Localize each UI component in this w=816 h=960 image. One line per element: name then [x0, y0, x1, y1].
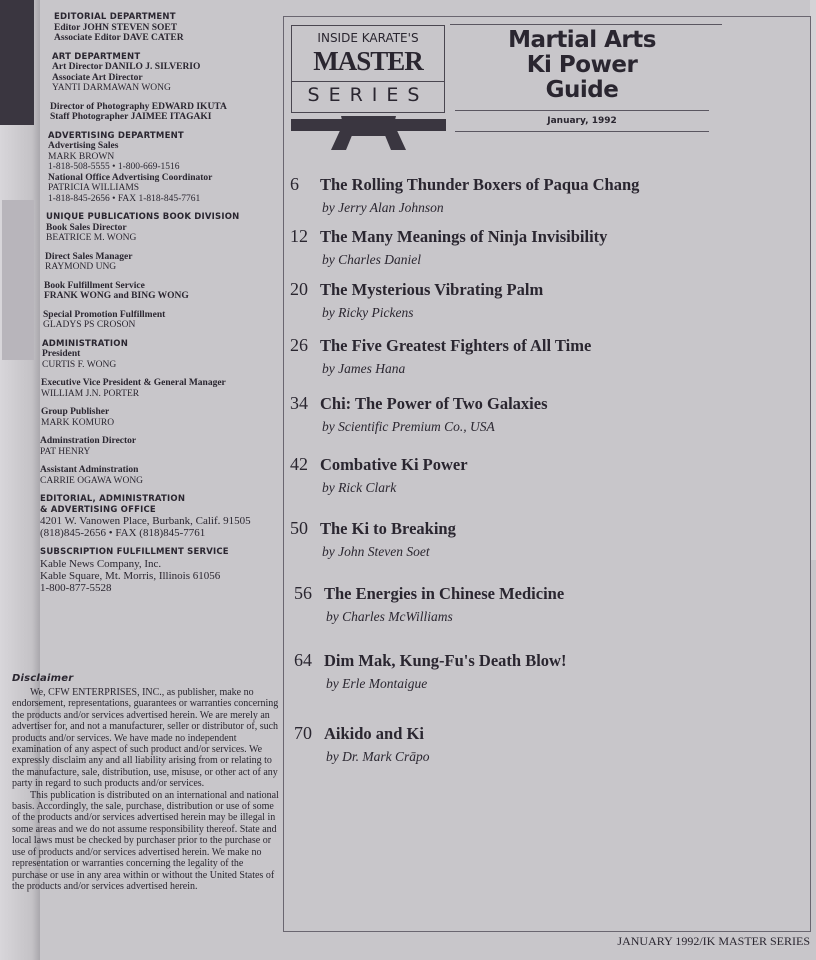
article-title: The Rolling Thunder Boxers of Paqua Chang	[320, 175, 640, 194]
page-number: 70	[294, 723, 312, 743]
staff-line: RAYMOND UNG	[45, 262, 117, 272]
page-footer: JANUARY 1992/IK MASTER SERIES	[617, 934, 810, 948]
disclaimer-paragraph: We, CFW ENTERPRISES, INC., as publisher, make no endorsement, representations, guarantees or warranties concerning the products and/or services advertised herein. We are merely an advertiser for, and not a manufacturer, seller or distributor of, such products and/or services. We have made no independent examination of any aspect of such product and/or services. We expressly disclaim any and all liability arising from or relating to the manufacture, sale, distribution, use, misuse, or other act of any party in regard to such products and/or services.	[12, 687, 279, 790]
staff-section	[40, 407, 282, 428]
staff-line: GLADYS PS CROSON	[43, 320, 136, 330]
toc-entry	[294, 649, 566, 692]
staff-line: Art Director DANILO J. SILVERIO	[52, 62, 201, 72]
section-heading: SUBSCRIPTION FULFILLMENT SERVICE	[40, 547, 229, 557]
title-line: Guide	[545, 77, 619, 103]
section-heading: ADMINISTRATION	[42, 338, 129, 349]
section-heading: ART DEPARTMENT	[52, 51, 141, 62]
staff-section	[40, 378, 282, 399]
title-line: Martial Arts	[508, 27, 656, 53]
article-title: The Ki to Breaking	[320, 519, 456, 538]
staff-line: Kable News Company, Inc.	[40, 557, 162, 570]
staff-line: (818)845-2656 • FAX (818)845-7761	[40, 527, 206, 539]
page-number: 12	[290, 226, 308, 246]
logo-line: INSIDE KARATE'S	[317, 31, 419, 45]
article-author: by Charles Daniel	[322, 252, 421, 267]
article-author: by Ricky Pickens	[322, 305, 414, 320]
article-title: The Many Meanings of Ninja Invisibility	[320, 227, 608, 246]
staff-line: PAT HENRY	[40, 446, 91, 457]
article-author: by Erle Montaigue	[326, 676, 428, 691]
article-author: by Scientific Premium Co., USA	[322, 419, 495, 434]
article-title: The Five Greatest Fighters of All Time	[320, 336, 592, 355]
staff-section	[40, 547, 282, 594]
page-number: 6	[290, 174, 299, 194]
article-author: by John Steven Soet	[322, 544, 430, 559]
staff-line: Associate Art Director	[52, 72, 143, 83]
staff-section	[40, 12, 282, 44]
staff-line: BEATRICE M. WONG	[46, 233, 137, 243]
page-number: 56	[294, 583, 312, 603]
staff-line: Book Fulfillment Service	[44, 280, 145, 291]
staff-section	[40, 212, 282, 244]
staff-line: Advertising Sales	[48, 141, 119, 151]
toc-entry	[290, 517, 456, 560]
logo-line: MASTER	[313, 46, 423, 76]
article-title: Chi: The Power of Two Galaxies	[320, 394, 548, 413]
staff-line: 1-818-508-5555 • 1-800-669-1516	[48, 162, 180, 172]
toc-entry	[290, 453, 468, 496]
article-author: by Rick Clark	[322, 480, 397, 495]
guide-title	[452, 28, 712, 103]
staff-line: Assistant Adminstration	[40, 465, 139, 475]
staff-section	[40, 131, 282, 205]
staff-line: Group Publisher	[41, 407, 110, 417]
master-series-logo	[291, 25, 445, 113]
staff-line: Adminstration Director	[40, 436, 137, 446]
staff-line: MARK KOMURO	[41, 417, 115, 428]
toc-entry	[290, 392, 548, 435]
staff-line: PATRICIA WILLIAMS	[48, 183, 140, 193]
staff-line: YANTI DARMAWAN WONG	[52, 83, 171, 93]
staff-line: Director of Photography EDWARD IKUTA	[50, 101, 227, 112]
disclaimer-heading: Disclaimer	[12, 673, 74, 684]
article-title: Dim Mak, Kung-Fu's Death Blow!	[324, 651, 567, 670]
section-heading: ADVERTISING DEPARTMENT	[48, 130, 184, 141]
page-number: 64	[294, 650, 312, 670]
article-title: Aikido and Ki	[324, 724, 424, 743]
toc-entry	[290, 334, 591, 377]
belt-icon	[291, 116, 446, 150]
staff-line: WILLIAM J.N. PORTER	[41, 388, 140, 399]
staff-line: Executive Vice President & General Manager	[41, 378, 226, 388]
staff-line: Editor JOHN STEVEN SOET	[54, 22, 178, 33]
article-author: by Jerry Alan Johnson	[322, 200, 444, 215]
staff-section	[40, 494, 282, 539]
article-title: The Mysterious Vibrating Palm	[320, 280, 544, 299]
staff-section	[40, 52, 282, 94]
toc-entry	[294, 722, 430, 765]
disclaimer	[12, 672, 280, 892]
title-line: Ki Power	[526, 52, 638, 78]
staff-masthead	[40, 12, 282, 602]
staff-line: President	[42, 349, 81, 359]
staff-section	[40, 102, 282, 123]
section-heading: EDITORIAL DEPARTMENT	[54, 12, 176, 22]
article-title: Combative Ki Power	[320, 455, 468, 474]
section-heading: & ADVERTISING OFFICE	[40, 504, 156, 515]
article-author: by Charles McWilliams	[326, 609, 453, 624]
staff-section	[40, 339, 282, 371]
toc-entry	[290, 225, 607, 268]
staff-line: MARK BROWN	[48, 151, 115, 162]
staff-line: CARRIE OGAWA WONG	[40, 475, 144, 486]
staff-line: 4201 W. Vanowen Place, Burbank, Calif. 91505	[40, 515, 251, 527]
staff-section	[40, 252, 282, 273]
staff-section	[40, 465, 282, 486]
staff-line: Associate Editor DAVE CATER	[54, 33, 184, 43]
staff-line: 1-800-877-5528	[40, 581, 112, 594]
staff-section	[40, 436, 282, 457]
logo-line: SERIES	[292, 81, 444, 108]
staff-line: Book Sales Director	[46, 222, 127, 233]
section-heading: UNIQUE PUBLICATIONS BOOK DIVISION	[46, 212, 240, 222]
section-heading: EDITORIAL, ADMINISTRATION	[40, 494, 186, 504]
disclaimer-paragraph: This publication is distributed on an international and national basis. Accordingly, the sale, purchase, distribution or use of some of the products and/or services advertised herein may be illegal in some areas and we do not assume responsibility thereof. State and local laws must be checked by purchaser prior to the purchase or use of products and/or services advertised herein. We make no representation or warranties concerning the legality of the purchase or use in any area within or without the United States of the products and/or services advertised herein.	[12, 789, 279, 892]
staff-line: Staff Photographer JAIMEE ITAGAKI	[50, 112, 212, 122]
staff-line: Kable Square, Mt. Morris, Illinois 61056	[40, 569, 221, 582]
staff-line: National Office Advertising Coordinator	[48, 172, 213, 183]
staff-section	[40, 281, 282, 302]
article-author: by Dr. Mark Crāpo	[326, 749, 430, 764]
staff-line: Direct Sales Manager	[45, 251, 133, 262]
staff-section	[40, 310, 282, 331]
staff-line: Special Promotion Fulfillment	[43, 309, 166, 320]
page-number: 42	[290, 454, 308, 474]
toc-entry	[290, 278, 543, 321]
toc-entry	[294, 582, 564, 625]
article-title: The Energies in Chinese Medicine	[324, 584, 565, 603]
issue-date: January, 1992	[547, 116, 617, 126]
staff-line: 1-818-845-2656 • FAX 1-818-845-7761	[48, 193, 201, 204]
staff-line: FRANK WONG and BING WONG	[44, 291, 189, 301]
page-number: 50	[290, 518, 308, 538]
page-number: 34	[290, 393, 308, 413]
article-author: by James Hana	[322, 361, 406, 376]
page-number: 26	[290, 335, 308, 355]
page-number: 20	[290, 279, 308, 299]
staff-line: CURTIS F. WONG	[42, 359, 117, 370]
toc-entry	[290, 173, 639, 216]
